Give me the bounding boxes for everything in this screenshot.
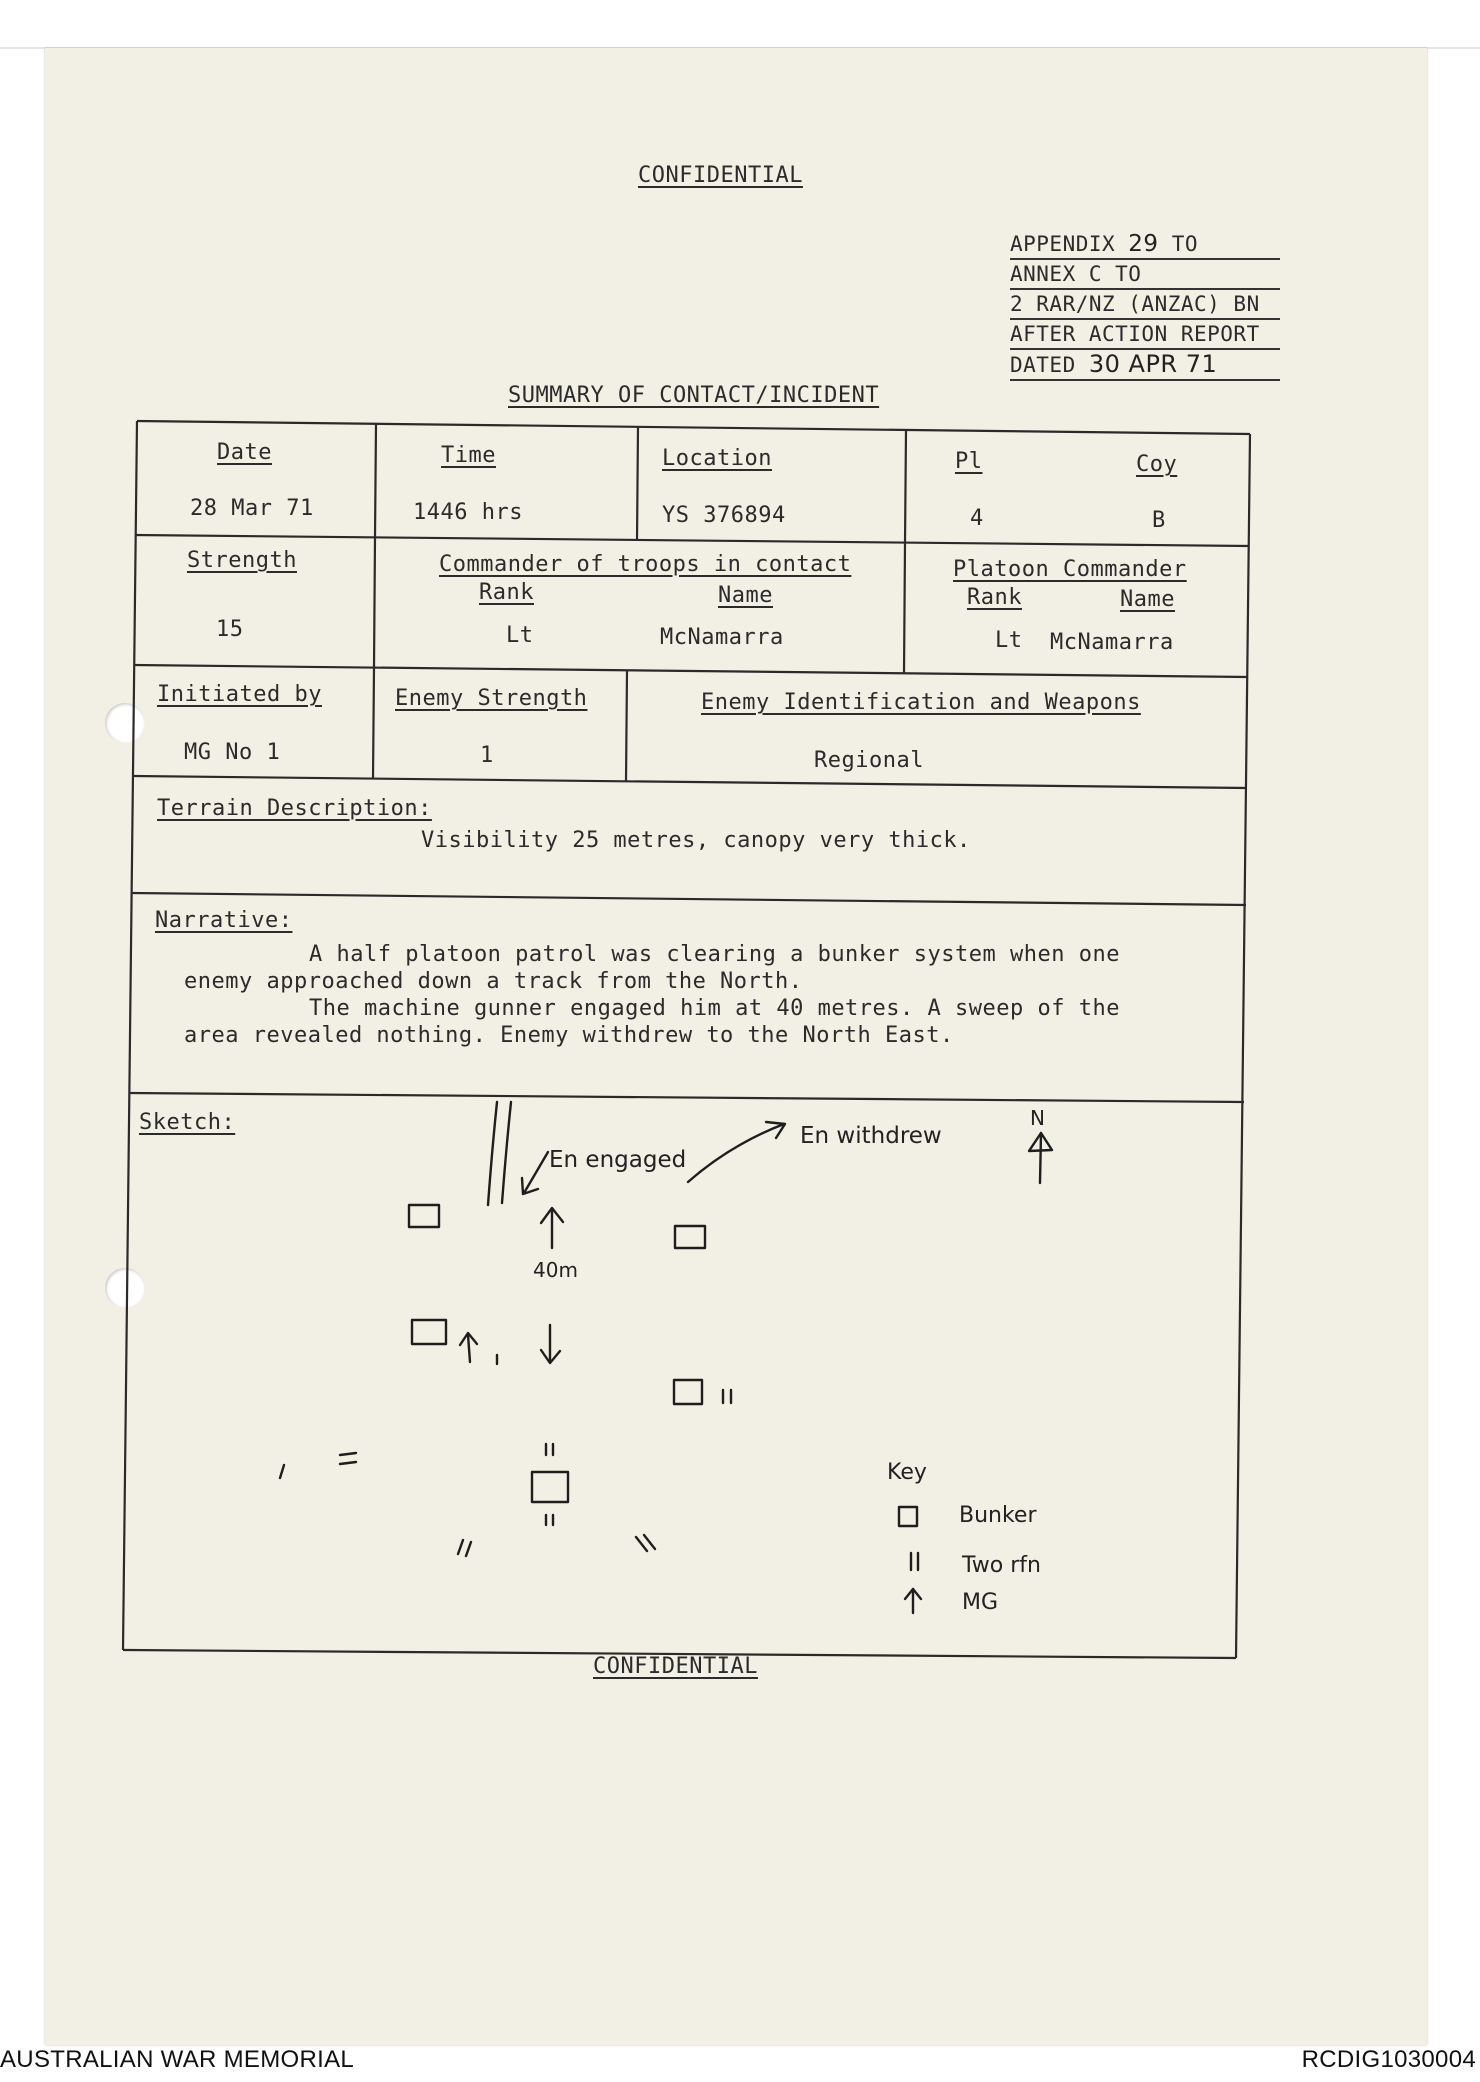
bunker-icon [532,1472,568,1502]
classification-bottom: CONFIDENTIAL [593,1654,758,1679]
footer-source: AUSTRALIAN WAR MEMORIAL [0,2046,355,2073]
terrain-text: Visibility 25 metres, canopy very thick. [421,828,971,853]
rifleman-mark [340,1462,356,1464]
rifleman-mark [458,1540,463,1554]
narrative-line-3: The machine gunner engaged him at 40 metres. A sweep of the [309,996,1120,1021]
key-bunker-icon [899,1507,917,1526]
enemy-id-label: Enemy Identification and Weapons [701,690,1141,715]
platoon-name-label: Name [1120,587,1175,612]
narrative-line-4: area revealed nothing. Enemy withdrew to the North East. [184,1023,954,1048]
appendix-prefix: APPENDIX [1010,232,1129,256]
initiated-by-label: Initiated by [157,682,322,707]
narrative-line-1: A half platoon patrol was clearing a bunker system when one [309,942,1120,967]
narrative-label: Narrative: [155,908,293,933]
platoon-rank-label: Rank [967,585,1022,610]
withdrew-arrow-shaft [688,1124,784,1182]
time-label: Time [441,443,496,468]
rifleman-mark [644,1535,655,1549]
bunker-icon [675,1226,705,1248]
dated-prefix: DATED [1010,353,1089,377]
location-value: YS 376894 [662,503,786,528]
sketch-label: Sketch: [139,1110,236,1135]
en-engaged-label: En engaged [549,1147,687,1173]
commander-rank: Lt [506,623,534,648]
commander-name-label: Name [718,583,773,608]
footer-id: RCDIG1030004 [1301,2046,1476,2073]
engaged-arrow-shaft [524,1152,548,1193]
key-mg-label: MG [962,1590,999,1615]
bunker-icon [674,1380,702,1404]
en-withdrew-label: En withdrew [800,1123,942,1149]
narrative-line-2: enemy approached down a track from the North. [184,969,803,994]
key-title: Key [887,1460,927,1485]
bunker-icon [412,1320,446,1344]
enemy-id-value: Regional [814,748,924,773]
rifleman-mark [340,1453,356,1455]
date-value: 28 Mar 71 [190,496,314,521]
appendix-line-3: 2 RAR/NZ (ANZAC) BN [1010,290,1280,320]
appendix-line-4: AFTER ACTION REPORT [1010,320,1280,350]
location-label: Location [662,446,772,471]
pl-label: Pl [955,449,983,474]
platoon-name: McNamarra [1050,630,1174,655]
commander-label: Commander of troops in contact [439,552,852,577]
strength-value: 15 [216,617,244,642]
north-label: N [1030,1106,1045,1130]
appendix-suffix: TO [1158,232,1199,256]
classification-top: CONFIDENTIAL [638,163,803,188]
coy-label: Coy [1136,452,1178,477]
bunker-icon [409,1205,439,1227]
commander-rank-label: Rank [479,580,534,605]
coy-value: B [1152,508,1166,533]
rifleman-mark [280,1465,284,1478]
track-line-right [502,1102,511,1203]
key-rifleman-label: Two rfn [962,1553,1041,1578]
mg-arrow-shaft [468,1335,470,1362]
enemy-strength-label: Enemy Strength [395,686,588,711]
distance-label: 40m [533,1258,578,1282]
form-title: SUMMARY OF CONTACT/INCIDENT [508,383,880,408]
time-value: 1446 hrs [413,500,523,525]
pl-value: 4 [970,506,984,531]
initiated-by-value: MG No 1 [184,740,281,765]
rifleman-mark [466,1542,471,1556]
track-line-left [488,1102,497,1205]
rifleman-mark [636,1537,647,1551]
key-bunker-label: Bunker [959,1503,1037,1528]
north-arrow-shaft [1040,1133,1041,1183]
strength-label: Strength [187,548,297,573]
enemy-strength-value: 1 [480,743,494,768]
date-label: Date [217,440,272,465]
platoon-commander-label: Platoon Commander [953,557,1187,582]
terrain-label: Terrain Description: [157,796,432,821]
appendix-line-2: ANNEX C TO [1010,260,1280,290]
commander-name: McNamarra [660,625,784,650]
platoon-rank: Lt [995,628,1023,653]
appendix-number: 29 [1128,231,1159,257]
dated-value: 30 APR 71 [1088,350,1218,378]
